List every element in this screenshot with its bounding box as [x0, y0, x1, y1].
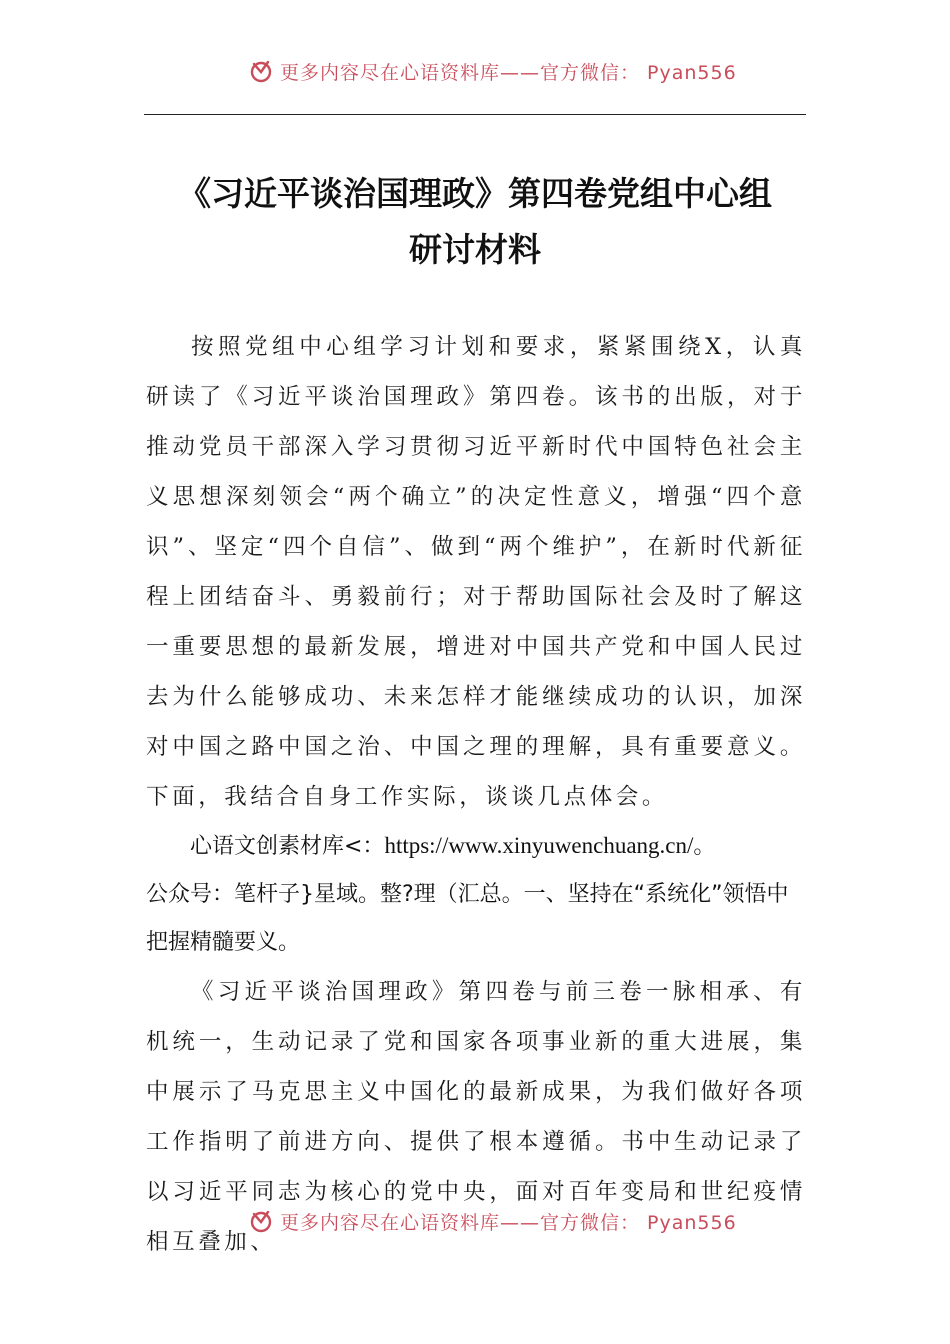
brand-logo-icon — [248, 58, 274, 84]
header-watermark — [248, 56, 737, 86]
source-prefix: 心语文创素材库<： — [190, 834, 385, 859]
title-line-2: 研讨材料 — [409, 230, 541, 269]
source-url: https://www.xinyuwenchuang.cn/ — [384, 833, 694, 858]
intro-paragraph: 按照党组中心组学习计划和要求，紧紧围绕X，认真研读了《习近平谈治国理政》第四卷。该书的出版，对于推动党员干部深入学习贯彻习近平新时代中国特色社会主义思想深刻领会“两个确立”的决定性意义，增强“四个意识”、坚定“四个自信”、做到“两个维护”，在新时代新征程上团结奋斗、勇毅前行；对于帮助国际社会及时了解这一重要思想的最新发展，增进对中国共产党和中国人民过去为什么能够成功、未来怎样才能继续成功的认识，加深对中国之路中国之治、中国之理的理解，具有重要意义。下面，我结合自身工作实际，谈谈几点体会。 — [146, 334, 806, 810]
document-body — [146, 322, 806, 1267]
source-line — [146, 822, 806, 871]
title-line-1: 《习近平谈治国理政》第四卷党组中心组 — [178, 174, 772, 213]
header-divider — [144, 114, 806, 115]
watermark-text: 更多内容尽在心语资料库——官方微信： Pyan556 — [280, 1211, 737, 1234]
watermark-text: 更多内容尽在心语资料库——官方微信： Pyan556 — [280, 61, 737, 84]
footer-watermark — [248, 1206, 737, 1236]
section-1-paragraph: 《习近平谈治国理政》第四卷与前三卷一脉相承、有机统一，生动记录了党和国家各项事业新的重大进展，集中展示了马克思主义中国化的最新成果，为我们做好各项工作指明了前进方向、提供了根本遵循。书中生动记录了以习近平同志为核心的党中央，面对百年变局和世纪疫情相互叠加、 — [146, 979, 806, 1255]
brand-logo-icon — [248, 1208, 274, 1234]
section-heading: 公众号：笔杆子}星域。整?理（汇总。一、坚持在“系统化”领悟中把握精髓要义。 — [146, 882, 789, 955]
source-suffix: 。 — [693, 834, 716, 859]
document-title — [144, 166, 806, 278]
